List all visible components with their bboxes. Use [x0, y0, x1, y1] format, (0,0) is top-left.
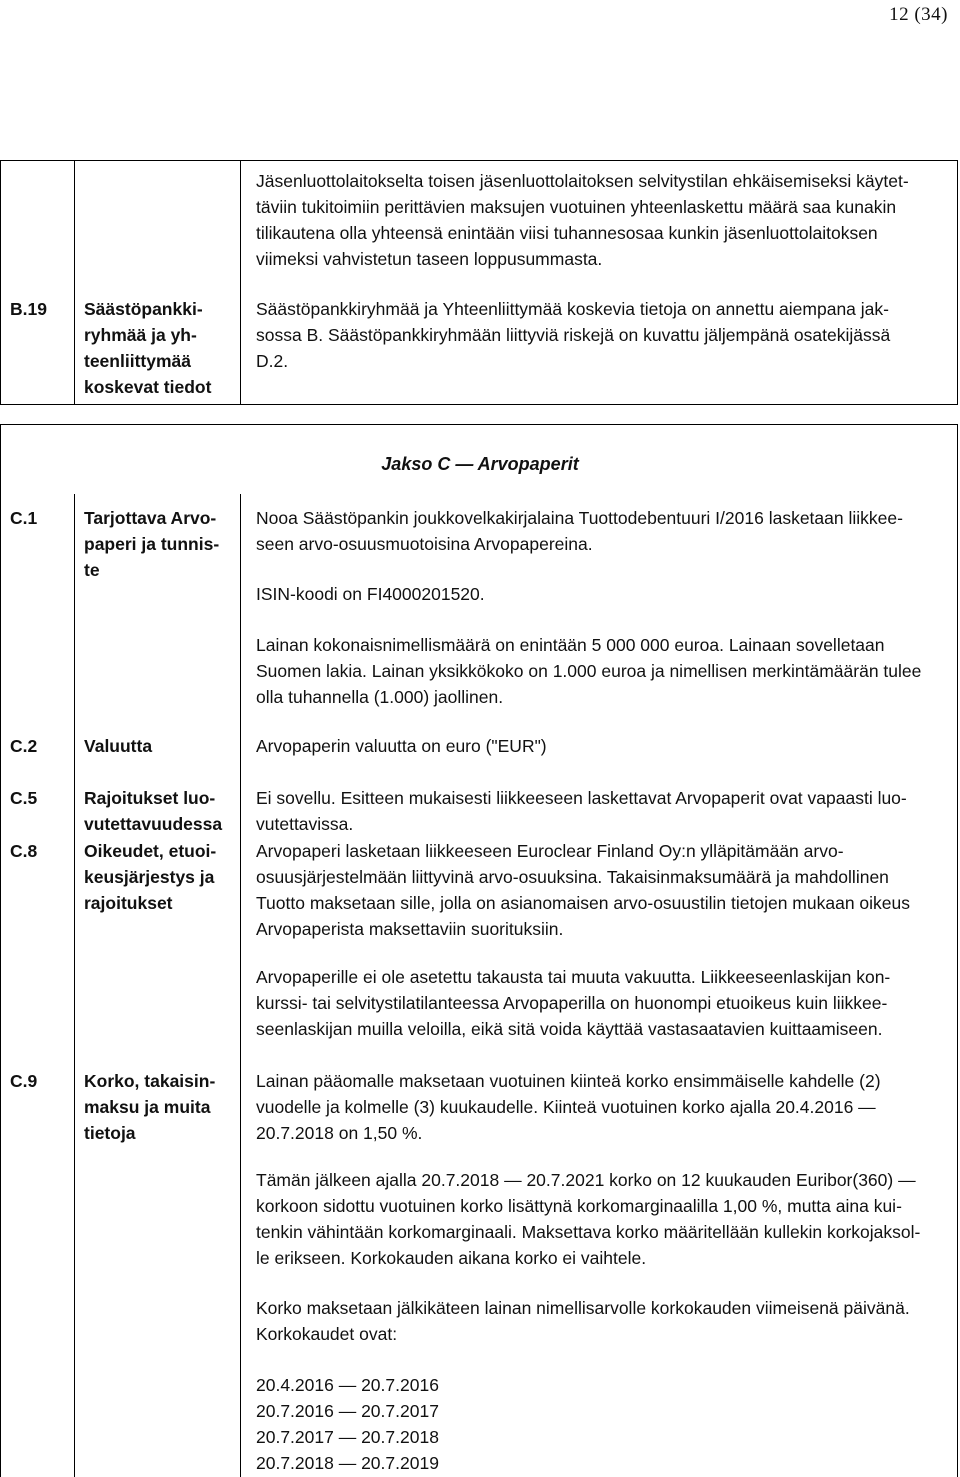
- b19-text: Säästöpankkiryhmää ja Yhteenliittymää koskevia tietoja on annettu aiempana jak- sossa B. Säästöpankkiryhmään liittyviä riskejä on kuvattu jäljempänä osatekijässä D.2.: [256, 299, 891, 371]
- c8-para2: Arvopaperille ei ole asetettu takausta tai muuta vakuutta. Liikkeeseenlaskijan kon- kurssi- tai selvitystilatilanteessa Arvopaperilla on huonompi etuoikeus kuin liikkee- seenlaskijan muilla veloilla, eikä sitä voida käyttää vastasaatavien kuittaamiseen.: [256, 967, 891, 1039]
- c9-para3: Korko maksetaan jälkikäteen lainan nimellisarvolle korkokauden viimeisenä päivänä. Korkokaudet ovat:: [256, 1298, 910, 1344]
- c2-label: Valuutta: [84, 736, 153, 756]
- c1-isin: ISIN-koodi on FI4000201520.: [256, 584, 485, 604]
- c5-text: Ei sovellu. Esitteen mukaisesti liikkeeseen laskettavat Arvopaperit ovat vapaasti luo- vutettavissa.: [256, 788, 907, 834]
- c5-label: Rajoitukset luo- vutettavuudessa: [84, 788, 223, 834]
- c9-label: Korko, takaisin- maksu ja muita tietoja: [84, 1071, 216, 1143]
- c9-para1: Lainan pääomalle maksetaan vuotuinen kiinteä korko ensimmäiselle kahdelle (2) vuodelle ja kolmelle (3) kuukaudelle. Kiinteä vuotuinen korko ajalla 20.4.2016 — 20.7.2018 on 1,50 %.: [256, 1071, 881, 1143]
- c1-para3: Lainan kokonaisnimellismäärä on enintään 5 000 000 euroa. Lainaan sovelletaan Suomen lakia. Lainan yksikkökoko on 1.000 euroa ja nimellisen merkintämäärän tulee olla tuhannella (1.000) jaollinen.: [256, 635, 922, 707]
- table-b-divider-2: [240, 160, 241, 405]
- section-c-divider-1: [74, 494, 75, 1477]
- table-b-divider-1: [74, 160, 75, 405]
- section-c-title: Jakso C — Arvopaperit: [381, 454, 579, 474]
- period-item: 20.7.2016 — 20.7.2017: [256, 1401, 439, 1421]
- c8-para1: Arvopaperi lasketaan liikkeeseen Euroclear Finland Oy:n ylläpitämään arvo- osuusjärjestelmään liittyvinä arvo-osuuksina. Takaisinmaksumäärä ja mahdollinen Tuotto maksetaan sille, jolla on asianomaisen arvo-osuustilin tietojen mukaan oikeus Arvopaperista maksettaviin suorituksiin.: [256, 841, 911, 939]
- c2-number: C.2: [10, 736, 38, 756]
- c8-label: Oikeudet, etuoi- keusjärjestys ja rajoitukset: [84, 841, 217, 913]
- c1-number: C.1: [10, 508, 38, 528]
- b19-label: Säästöpankki- ryhmää ja yh- teenliittymää koskevat tiedot: [84, 299, 212, 397]
- period-item: 20.7.2017 — 20.7.2018: [256, 1427, 439, 1447]
- section-c-divider-2: [240, 494, 241, 1477]
- c9-periods-list: [256, 1372, 656, 1476]
- c9-para2: Tämän jälkeen ajalla 20.7.2018 — 20.7.2021 korko on 12 kuukauden Euribor(360) — korkoon sidottu vuotuinen korko lisättynä korkomarginaalilla 1,00 %, mutta aina kui- tenkin vähintään korkomarginaali. Maksettava korko määritellään kullekin korkojaksol- le erikseen. Korkokauden aikana korko ei vaihtele.: [256, 1170, 921, 1268]
- c2-text: Arvopaperin valuutta on euro ("EUR"): [256, 736, 547, 756]
- period-item: 20.4.2016 — 20.7.2016: [256, 1375, 439, 1395]
- b19-number: B.19: [10, 299, 47, 319]
- c8-number: C.8: [10, 841, 38, 861]
- c1-label: Tarjottava Arvo- paperi ja tunnis- te: [84, 508, 220, 580]
- page-number: 12 (34): [889, 4, 948, 25]
- b-intro-text: Jäsenluottolaitokselta toisen jäsenluottolaitoksen selvitystilan ehkäisemiseksi käytet- täviin tukitoimiin perittävien maksujen vuotuinen yhteenlaskettu määrä saa kunakin tilikautena olla yhteensä enintään viisi tuhannesosaa kunkin jäsenluottolaitoksen viimeksi vahvistetun taseen loppusummasta.: [256, 171, 909, 269]
- c5-number: C.5: [10, 788, 38, 808]
- period-item: 20.7.2018 — 20.7.2019: [256, 1453, 439, 1473]
- c1-para1: Nooa Säästöpankin joukkovelkakirjalaina Tuottodebentuuri I/2016 lasketaan liikkee- seen arvo-osuusmuotoisina Arvopapereina.: [256, 508, 903, 554]
- c9-number: C.9: [10, 1071, 38, 1091]
